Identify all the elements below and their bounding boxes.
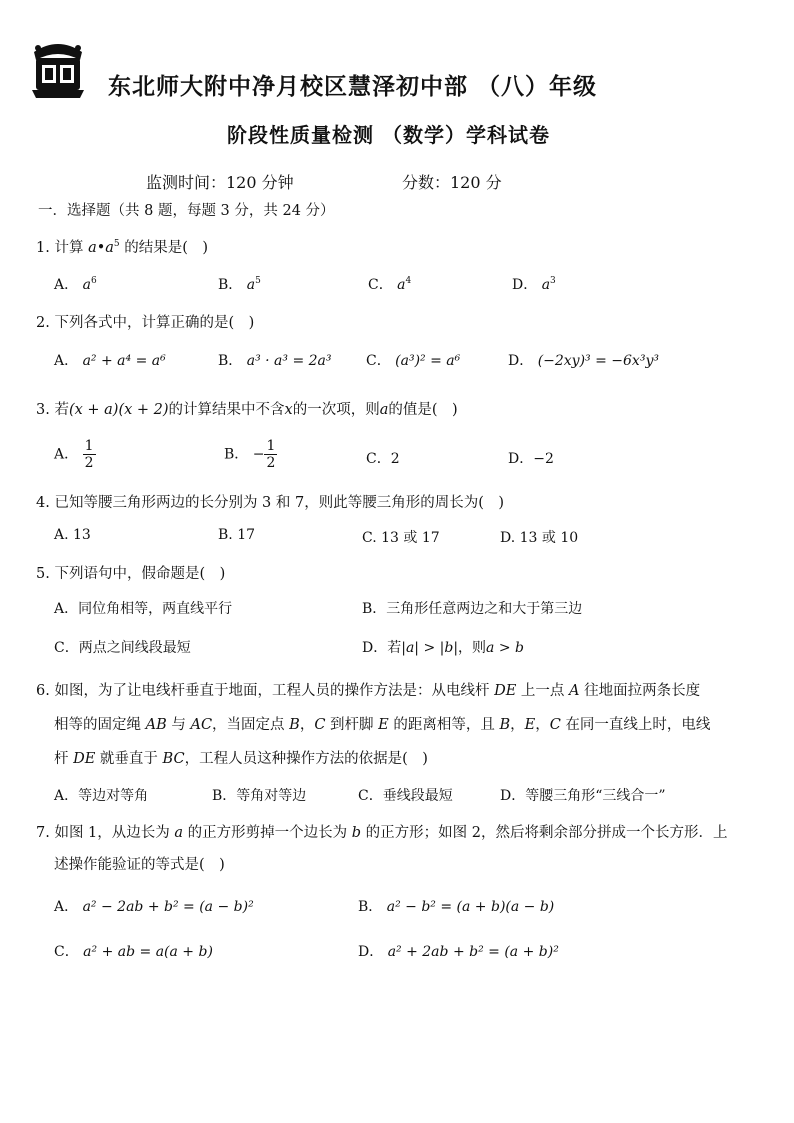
q1-option-b[interactable]: B． $a^5$ — [218, 276, 261, 293]
q3-option-a[interactable]: A． $\frac{1}{2}$ — [54, 438, 94, 471]
q6-option-d[interactable]: D．等腰三角形“三线合一” — [500, 788, 666, 804]
q6-option-a[interactable]: A．等边对等角 — [54, 788, 149, 804]
q6-option-b[interactable]: B．等角对等边 — [212, 788, 307, 804]
question-6-line-1: 6. 如图，为了让电线杆垂直于地面，工程人员的操作方法是：从电线杆 DE 上一点 A 往地面拉两条长度 — [36, 683, 701, 699]
q5-option-d[interactable]: D．若|a| > |b|，则a > b — [362, 640, 524, 656]
q4-option-d[interactable]: D. 13 或 10 — [500, 530, 579, 546]
q2-option-d[interactable]: D． (−2xy)³ = −6x³y³ — [508, 353, 659, 369]
q1-option-c[interactable]: C． $a^4$ — [368, 276, 412, 293]
q4-option-b[interactable]: B. 17 — [218, 527, 256, 543]
q4-option-c[interactable]: C. 13 或 17 — [362, 530, 440, 546]
question-7-line-1: 7. 如图 1，从边长为 a 的正方形剪掉一个边长为 b 的正方形；如图 2，然后将剩余部分拼成一个长方形．上 — [36, 825, 728, 841]
q2-option-c[interactable]: C． (a³)² = a⁶ — [366, 353, 461, 369]
question-1: 1. 计算 $a•a^5$ 的结果是( ) — [36, 239, 209, 256]
question-7-line-2: 述操作能验证的等式是( ) — [54, 857, 225, 873]
q2-option-b[interactable]: B． a³ · a³ = 2a³ — [218, 353, 332, 369]
section-heading: 一．选择题（共 8 题，每题 3 分，共 24 分） — [38, 203, 335, 219]
q1-option-a[interactable]: A． $a^6$ — [54, 276, 97, 293]
q5-option-b[interactable]: B．三角形任意两边之和大于第三边 — [362, 601, 583, 617]
q7-option-a[interactable]: A． a² − 2ab + b² = (a − b)² — [54, 899, 254, 915]
exam-time: 监测时间：120 分钟 — [146, 173, 294, 192]
q3-option-b[interactable]: B． − $\frac{1}{2}$ — [224, 438, 276, 471]
q4-option-a[interactable]: A. 13 — [54, 527, 91, 543]
school-logo — [28, 38, 88, 100]
q5-option-a[interactable]: A．同位角相等，两直线平行 — [54, 601, 233, 617]
q7-option-c[interactable]: C． a² + ab = a(a + b) — [54, 944, 213, 960]
page-subtitle: 阶段性质量检测 （数学）学科试卷 — [227, 123, 550, 147]
q2-option-a[interactable]: A． a² + a⁴ = a⁶ — [54, 353, 166, 369]
q6-option-c[interactable]: C．垂线段最短 — [358, 788, 453, 804]
question-6-line-2: 相等的固定绳 AB 与 AC，当固定点 B，C 到杆脚 E 的距离相等，且 B，E，C 在同一直线上时，电线 — [54, 717, 711, 733]
question-5: 5. 下列语句中，假命题是( ) — [36, 566, 226, 582]
question-3: 3. 若(x + a)(x + 2)的计算结果中不含x的一次项，则a的值是( ) — [36, 402, 458, 418]
exam-score: 分数：120 分 — [402, 173, 502, 192]
question-4: 4. 已知等腰三角形两边的长分别为 3 和 7，则此等腰三角形的周长为( ) — [36, 495, 505, 511]
q1-option-d[interactable]: D． $a^3$ — [512, 276, 556, 293]
q3-option-c[interactable]: C．2 — [366, 451, 400, 467]
q5-option-c[interactable]: C．两点之间线段最短 — [54, 640, 191, 656]
q3-option-d[interactable]: D．−2 — [508, 451, 554, 467]
q7-option-d[interactable]: D． a² + 2ab + b² = (a + b)² — [358, 944, 559, 960]
q7-option-b[interactable]: B． a² − b² = (a + b)(a − b) — [358, 899, 555, 915]
question-2: 2. 下列各式中，计算正确的是( ) — [36, 315, 255, 331]
page-title: 东北师大附中净月校区慧泽初中部 （八）年级 — [108, 74, 598, 100]
question-6-line-3: 杆 DE 就垂直于 BC，工程人员这种操作方法的依据是( ) — [54, 751, 428, 767]
